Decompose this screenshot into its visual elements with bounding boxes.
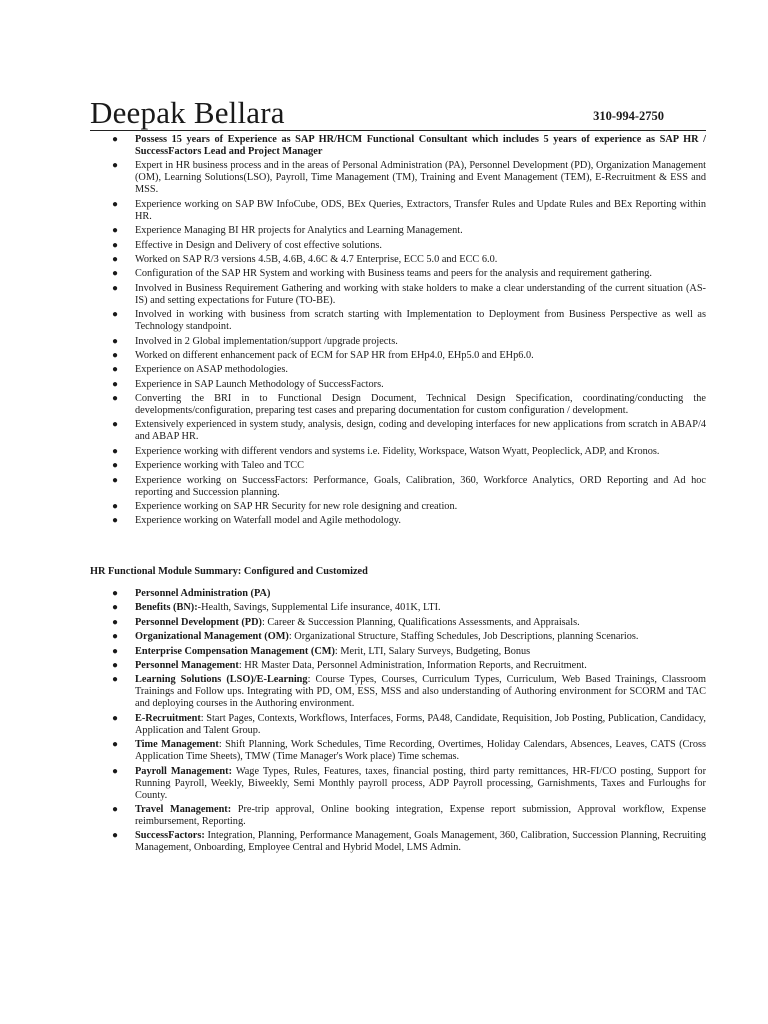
- bullet-icon: ●: [112, 225, 119, 237]
- module-item-text: Pre-trip approval, Online booking integration, Expense report submission, Approval workflow, Expense reimbursement, Reporting.: [135, 803, 706, 827]
- bullet-icon: ●: [112, 588, 119, 599]
- summary-item: [90, 364, 706, 376]
- bullet-icon: ●: [112, 501, 119, 513]
- bullet-icon: ●: [112, 712, 119, 724]
- bullet-icon: ●: [112, 378, 119, 390]
- summary-item: [90, 254, 706, 266]
- module-item-text: : Shift Planning, Work Schedules, Time Recording, Overtimes, Holiday Calendars, Absences, Leaves, CATS (Cross Application Time Sheets), TMW (Time Manager's Work place) Time schemas.: [135, 739, 706, 763]
- module-item: [90, 660, 706, 672]
- module-item-label: Learning Solutions (LSO)/E-Learning: [135, 674, 308, 686]
- experience-summary-list: [90, 134, 706, 530]
- module-item-text: : Course Types, Courses, Curriculum Types, Curriculum, Web Based Trainings, Classroom Trainings and Follow ups. Integrating with PD, OM, ESS, MSS and also understanding of Authoring environment for SCORM and TAC and deploying courses in the Authoring environment.: [135, 674, 706, 710]
- module-item: [90, 631, 706, 643]
- summary-item-text: Experience on ASAP methodologies.: [135, 364, 288, 376]
- module-item: [90, 830, 706, 854]
- summary-item: [90, 446, 706, 458]
- summary-item-text: Extensively experienced in system study, analysis, design, coding and developing interfaces for new applications from scratch in ABAP/4 and ABAP HR.: [135, 419, 706, 443]
- summary-item-text: Configuration of the SAP HR System and working with Business teams and peers for the analysis and requirement gathering.: [135, 268, 652, 280]
- module-item: [90, 739, 706, 763]
- bullet-icon: ●: [112, 659, 119, 671]
- module-item: [90, 602, 706, 614]
- module-item-text: : HR Master Data, Personnel Administration, Information Reports, and Recruitment.: [238, 659, 587, 671]
- bullet-icon: ●: [112, 645, 119, 657]
- summary-item-text: Experience working on SAP HR Security for new role designing and creation.: [135, 501, 458, 513]
- module-item-label: Benefits (BN):: [135, 602, 198, 614]
- bullet-icon: ●: [112, 364, 119, 376]
- module-item-label: Organizational Management (OM): [135, 631, 289, 643]
- bullet-icon: ●: [112, 268, 119, 280]
- bullet-icon: ●: [112, 282, 119, 294]
- resume-header: [90, 96, 706, 130]
- module-item-label: SuccessFactors:: [135, 830, 205, 842]
- bullet-icon: ●: [112, 160, 119, 172]
- module-item: [90, 674, 706, 710]
- module-item-label: E-Recruitment: [135, 712, 201, 724]
- module-item-label: Personnel Management: [135, 659, 239, 671]
- summary-item: [90, 283, 706, 307]
- module-summary-list: [90, 588, 706, 857]
- summary-item-text: Experience working on Waterfall model and Agile methodology.: [135, 515, 401, 527]
- module-item-label: Time Management: [135, 739, 219, 751]
- summary-item: [90, 501, 706, 513]
- bullet-icon: ●: [112, 253, 119, 265]
- summary-item-text: Expert in HR business process and in the areas of Personal Administration (PA), Personnel Development (PD), Organization Management (OM), Learning Solutions(LSO), Payroll, Time Management (TM), Training and Event Management (TEM), E-Recruitment & ESS and MSS.: [135, 160, 706, 196]
- module-item-text: : Organizational Structure, Staffing Schedules, Job Descriptions, planning Scenarios.: [288, 631, 639, 643]
- module-item-text: -Health, Savings, Supplemental Life insurance, 401K, LTI.: [197, 602, 441, 614]
- bullet-icon: ●: [112, 239, 119, 251]
- summary-item: [90, 393, 706, 417]
- summary-item: [90, 160, 706, 196]
- bullet-icon: ●: [112, 419, 119, 431]
- summary-item: [90, 134, 706, 158]
- summary-item-text: Possess 15 years of Experience as SAP HR/HCM Functional Consultant which includes 5 years of experience as SAP HR / SuccessFactors Lead and Project Manager: [135, 134, 706, 157]
- bullet-icon: ●: [112, 460, 119, 472]
- summary-item-text: Experience working with Taleo and TCC: [135, 460, 305, 472]
- summary-item: [90, 515, 706, 527]
- bullet-icon: ●: [112, 393, 119, 405]
- module-item-label: Personnel Administration (PA): [135, 588, 271, 599]
- module-item: [90, 646, 706, 658]
- candidate-name: Deepak Bellara: [90, 95, 285, 130]
- bullet-icon: ●: [112, 198, 119, 210]
- summary-item-text: Involved in Business Requirement Gathering and working with stake holders to make a clear understanding of the current situation (AS-IS) and setting expectations for Future (TO-BE).: [135, 282, 706, 306]
- bullet-icon: ●: [112, 765, 119, 777]
- summary-item: [90, 419, 706, 443]
- bullet-icon: ●: [112, 616, 119, 628]
- summary-item-text: Involved in 2 Global implementation/support /upgrade projects.: [135, 335, 398, 347]
- summary-item: [90, 309, 706, 333]
- bullet-icon: ●: [112, 309, 119, 321]
- module-item-text: Integration, Planning, Performance Management, Goals Management, 360, Calibration, Succession Planning, Recruiting Management, Onboarding, Employee Central and Hybrid Model, LMS Admin.: [135, 830, 706, 854]
- header-divider: [90, 130, 706, 131]
- module-item: [90, 617, 706, 629]
- module-item: [90, 588, 706, 600]
- summary-item-text: Worked on different enhancement pack of ECM for SAP HR from EHp4.0, EHp5.0 and EHp6.0.: [135, 349, 534, 361]
- summary-item: [90, 460, 706, 472]
- bullet-icon: ●: [112, 830, 119, 842]
- module-item-text: : Merit, LTI, Salary Surveys, Budgeting, Bonus: [334, 645, 531, 657]
- module-item-label: Personnel Development (PD): [135, 616, 262, 628]
- module-item-label: Enterprise Compensation Management (CM): [135, 645, 335, 657]
- summary-item-text: Experience working on SuccessFactors: Performance, Goals, Calibration, 360, Workforce Analytics, ORD Reporting and Ad hoc reporting and Succession planning.: [135, 474, 706, 498]
- bullet-icon: ●: [112, 739, 119, 751]
- summary-item: [90, 240, 706, 252]
- bullet-icon: ●: [112, 631, 119, 643]
- phone-number: 310-994-2750: [593, 109, 664, 123]
- summary-item-text: Experience Managing BI HR projects for Analytics and Learning Management.: [135, 225, 463, 237]
- module-item-text: Wage Types, Rules, Features, taxes, financial posting, third party remittances, HR-FI/CO posting, Support for Running Payroll, Weekly, Biweekly, Semi Monthly payroll process, ADP Payroll processing, Garnishments, Taxes and Furloughs for County.: [135, 765, 706, 801]
- bullet-icon: ●: [112, 134, 119, 145]
- bullet-icon: ●: [112, 335, 119, 347]
- summary-item: [90, 350, 706, 362]
- summary-item: [90, 475, 706, 499]
- module-item: [90, 766, 706, 802]
- bullet-icon: ●: [112, 674, 119, 686]
- module-item-text: : Career & Succession Planning, Qualifications Assessments, and Appraisals.: [261, 616, 580, 628]
- bullet-icon: ●: [112, 602, 119, 614]
- summary-item-text: Experience in SAP Launch Methodology of SuccessFactors.: [135, 378, 384, 390]
- summary-item-text: Effective in Design and Delivery of cost effective solutions.: [135, 239, 382, 251]
- summary-item: [90, 199, 706, 223]
- summary-item-text: Worked on SAP R/3 versions 4.5B, 4.6B, 4.6C & 4.7 Enterprise, ECC 5.0 and ECC 6.0.: [135, 253, 498, 265]
- summary-item-text: Involved in working with business from scratch starting with Implementation to Deployment from Business Perspective as well as Technology standpoint.: [135, 309, 706, 333]
- module-item-text: : Start Pages, Contexts, Workflows, Interfaces, Forms, PA48, Candidate, Requisition, Job Posting, Publication, Candidacy, Application and Talent Group.: [135, 712, 706, 736]
- bullet-icon: ●: [112, 349, 119, 361]
- module-item-label: Payroll Management:: [135, 765, 233, 777]
- module-summary-heading: HR Functional Module Summary: Configured and Customized: [90, 566, 368, 577]
- module-item: [90, 804, 706, 828]
- bullet-icon: ●: [112, 515, 119, 527]
- module-item: [90, 713, 706, 737]
- summary-item: [90, 225, 706, 237]
- bullet-icon: ●: [112, 474, 119, 486]
- summary-item: [90, 268, 706, 280]
- bullet-icon: ●: [112, 803, 119, 815]
- module-item-label: Travel Management:: [135, 803, 232, 815]
- bullet-icon: ●: [112, 445, 119, 457]
- summary-item: [90, 336, 706, 348]
- summary-item-text: Converting the BRI in to Functional Design Document, Technical Design Specification, coordinating/conducting the developments/configuration, preparing test cases and preparing documentation for custom configuration / development.: [135, 393, 706, 417]
- summary-item-text: Experience working on SAP BW InfoCube, ODS, BEx Queries, Extractors, Transfer Rules and Update Rules and BEx Reporting within HR.: [135, 198, 706, 222]
- summary-item: [90, 379, 706, 391]
- summary-item-text: Experience working with different vendors and systems i.e. Fidelity, Workspace, Watson Wyatt, Peopleclick, ADP, and Kronos.: [135, 445, 660, 457]
